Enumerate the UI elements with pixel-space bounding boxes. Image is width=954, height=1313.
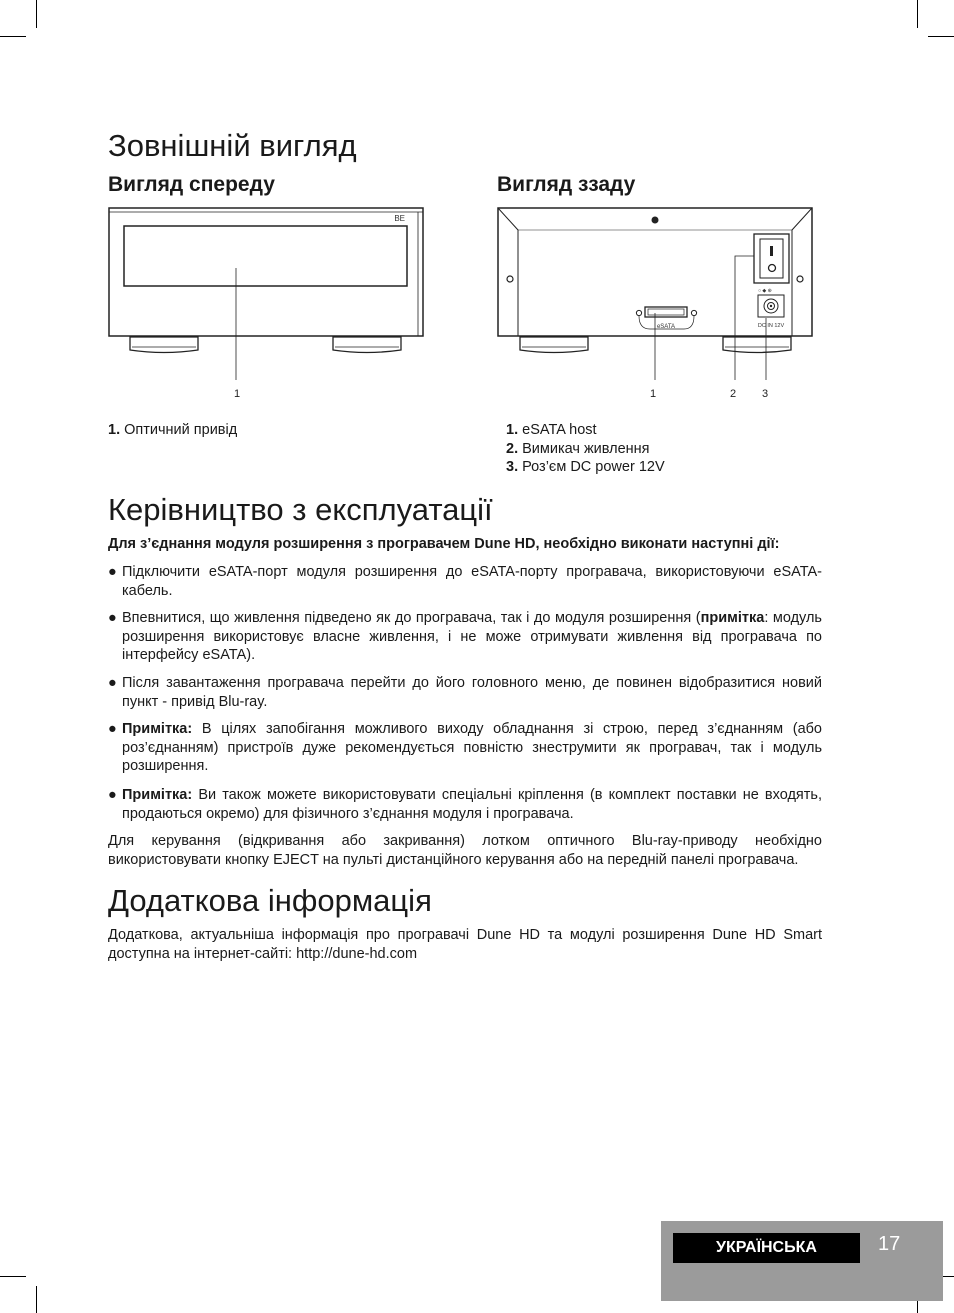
legend-item: 1. Оптичний привід: [108, 422, 238, 438]
bullet-menu: ● Після завантаження програвача перейти до його головного меню, де повинен відобразитися новий пункт - привід Blu-ray.: [108, 675, 822, 710]
esata-port-label: eSATA: [656, 324, 676, 330]
bullet-icon: ●: [108, 787, 117, 803]
bullet-icon: ●: [108, 721, 117, 737]
crop-mark: [36, 1286, 37, 1313]
language-label: УКРАЇНСЬКА: [673, 1233, 860, 1263]
bullet-connect: ● Підключити eSATA-порт модуля розширення до eSATA-порту програвача, використовуючи eSATA-кабель.: [108, 564, 822, 599]
crop-mark: [0, 1276, 26, 1277]
crop-mark: [36, 0, 37, 28]
bullet-note-power-off: ● Примітка: В цілях запобігання можливого виходу обладнання зі строю, перед з’єднанням (або роз’єднанням) пристроїв дуже рекомендується повністю знеструмити як програвач, так і модуль розширення.: [108, 721, 822, 774]
rear-legend: [506, 421, 665, 477]
legend-item: 1. eSATA host: [506, 422, 597, 438]
front-legend: [108, 421, 237, 440]
front-device-label: BE: [394, 214, 405, 223]
bullet-power: ● Впевнитися, що живлення підведено як до програвача, так і до модуля розширення (примітка: модуль розширення використовує власне живлення, і не може отримувати живлення від програвача по інтерфейсу eSATA).: [108, 610, 822, 663]
rear-callout-2: 2: [730, 388, 737, 400]
crop-mark: [928, 36, 954, 37]
section-title-appearance: Зовнішній вигляд: [108, 128, 357, 163]
dc-in-label: DC IN 12V: [757, 323, 785, 329]
extra-info-text: Додаткова, актуальніша інформація про програвачі Dune HD та модулі розширення Dune HD Smart доступна на інтернет-сайті: http://dune-hd.com: [108, 927, 822, 962]
crop-mark: [917, 0, 918, 28]
bullet-icon: ●: [108, 610, 117, 626]
front-view-diagram: [100, 200, 440, 410]
front-callout-1: 1: [234, 388, 241, 400]
manual-intro: Для з’єднання модуля розширення з програвачем Dune HD, необхідно виконати наступні дії:: [108, 536, 780, 552]
rear-view-diagram: [490, 200, 830, 410]
section-title-extra: Додаткова інформація: [108, 883, 432, 918]
legend-item: 2. Вимикач живлення: [506, 440, 650, 457]
front-view-heading: Вигляд спереду: [108, 173, 275, 196]
rear-callout-3: 3: [762, 388, 769, 400]
bullet-note-mounts: ● Примітка: Ви також можете використовувати спеціальні кріплення (в комплект поставки не входять, продаються окремо) для фізичного з’єднання модуля і програвача.: [108, 787, 822, 822]
page-number: 17: [878, 1233, 901, 1255]
bullet-icon: ●: [108, 675, 117, 691]
svg-text:○ ◆ ⊕: ○ ◆ ⊕: [758, 288, 772, 294]
rear-callout-1: 1: [650, 388, 657, 400]
rear-view-heading: Вигляд ззаду: [497, 173, 636, 196]
legend-item: 3. Роз’єм DC power 12V: [506, 459, 665, 475]
bullet-icon: ●: [108, 564, 117, 580]
manual-closing: Для керування (відкривання або закривання) лотком оптичного Blu-ray-приводу необхідно використовувати кнопку EJECT на пульті дистанційного керування або на передній панелі програвача.: [108, 833, 822, 868]
crop-mark: [0, 36, 26, 37]
section-title-manual: Керівництво з експлуатації: [108, 492, 493, 527]
